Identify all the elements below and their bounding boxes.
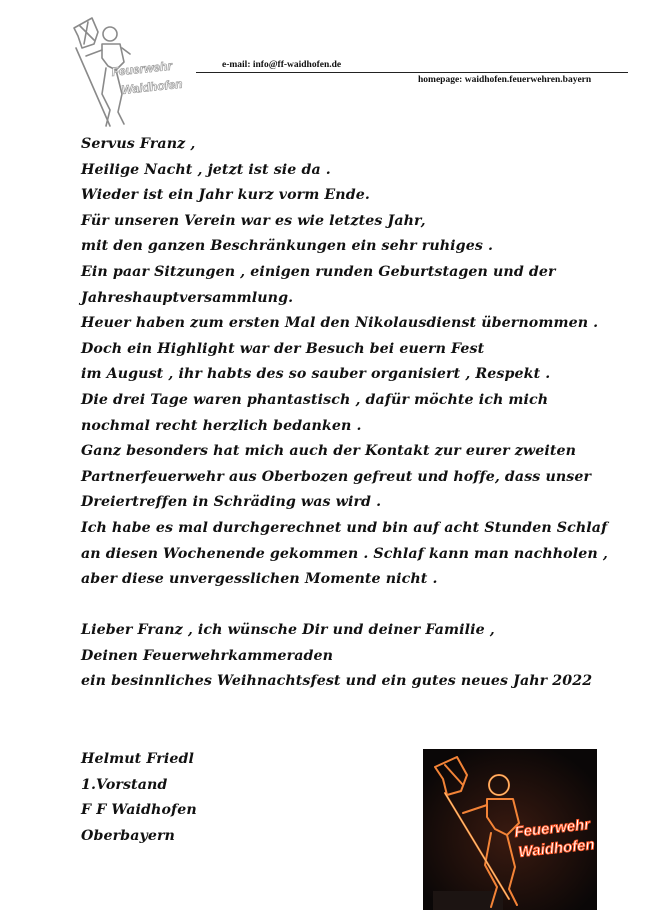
- letter-line: Partnerfeuerwehr aus Oberbozen gefreut und hoffe, dass unser: [81, 468, 592, 485]
- letter-line: aber diese unvergesslichen Momente nicht .: [81, 571, 438, 588]
- letter-line: Ganz besonders hat mich auch der Kontakt zur eurer zweiten: [81, 443, 577, 460]
- signature-region: Oberbayern: [81, 827, 175, 844]
- closing-line: Deinen Feuerwehrkammeraden: [81, 647, 334, 664]
- letter-line: Dreiertreffen in Schräding was wird .: [81, 494, 382, 511]
- illuminated-sign-photo: [423, 749, 597, 910]
- letter-line: Wieder ist ein Jahr kurz vorm Ende.: [81, 187, 370, 204]
- letter-line: Die drei Tage waren phantastisch , dafür möchte ich mich: [81, 391, 549, 408]
- letter-line: Heuer haben zum ersten Mal den Nikolausdienst übernommen .: [81, 315, 599, 332]
- letter-line: Doch ein Highlight war der Besuch bei euern Fest: [81, 340, 485, 357]
- letter-closing: [81, 618, 592, 695]
- sign-text-waidhofen: Waidhofen: [517, 836, 596, 861]
- sign-text-feuerwehr: Feuerwehr: [513, 816, 591, 841]
- logo-text-waidhofen: Waidhofen: [120, 76, 184, 97]
- closing-line: ein besinnliches Weihnachtsfest und ein gutes neues Jahr 2022: [81, 673, 593, 690]
- header-divider: [196, 72, 628, 73]
- neon-logo-image: [423, 749, 597, 910]
- letter-line: an diesen Wochenende gekommen . Schlaf kann man nachholen ,: [81, 545, 608, 562]
- header-email: e-mail: info@ff-waidhofen.de: [222, 60, 342, 70]
- header-homepage: homepage: waidhofen.feuerwehren.bayern: [418, 75, 592, 85]
- letter-line: Heilige Nacht , jetzt ist sie da .: [81, 161, 331, 178]
- letter-line: Ein paar Sitzungen , einigen runden Geburtstagen und der: [81, 263, 556, 280]
- signature-organization: F F Waidhofen: [81, 802, 197, 819]
- logo-text-feuerwehr: Feuerwehr: [110, 58, 173, 79]
- letter-line: mit den ganzen Beschränkungen ein sehr ruhiges .: [81, 238, 493, 255]
- fire-brigade-logo: [66, 14, 192, 132]
- letter-line: im August , ihr habts des so sauber organisiert , Respekt .: [81, 366, 551, 383]
- signature-name: Helmut Friedl: [81, 751, 194, 767]
- letter-line: Für unseren Verein war es wie letztes Jahr,: [81, 212, 426, 229]
- letter-line: Jahreshauptversammlung.: [81, 289, 294, 306]
- letter-line: nochmal recht herzlich bedanken .: [81, 417, 362, 434]
- letter-line: Servus Franz ,: [81, 136, 196, 152]
- closing-line: Lieber Franz , ich wünsche Dir und deiner Familie ,: [81, 622, 495, 638]
- letter-body: [81, 132, 641, 593]
- signature-title: 1.Vorstand: [81, 776, 168, 793]
- signature-block: [81, 747, 197, 849]
- letter-line: Ich habe es mal durchgerechnet und bin auf acht Stunden Schlaf: [81, 519, 608, 536]
